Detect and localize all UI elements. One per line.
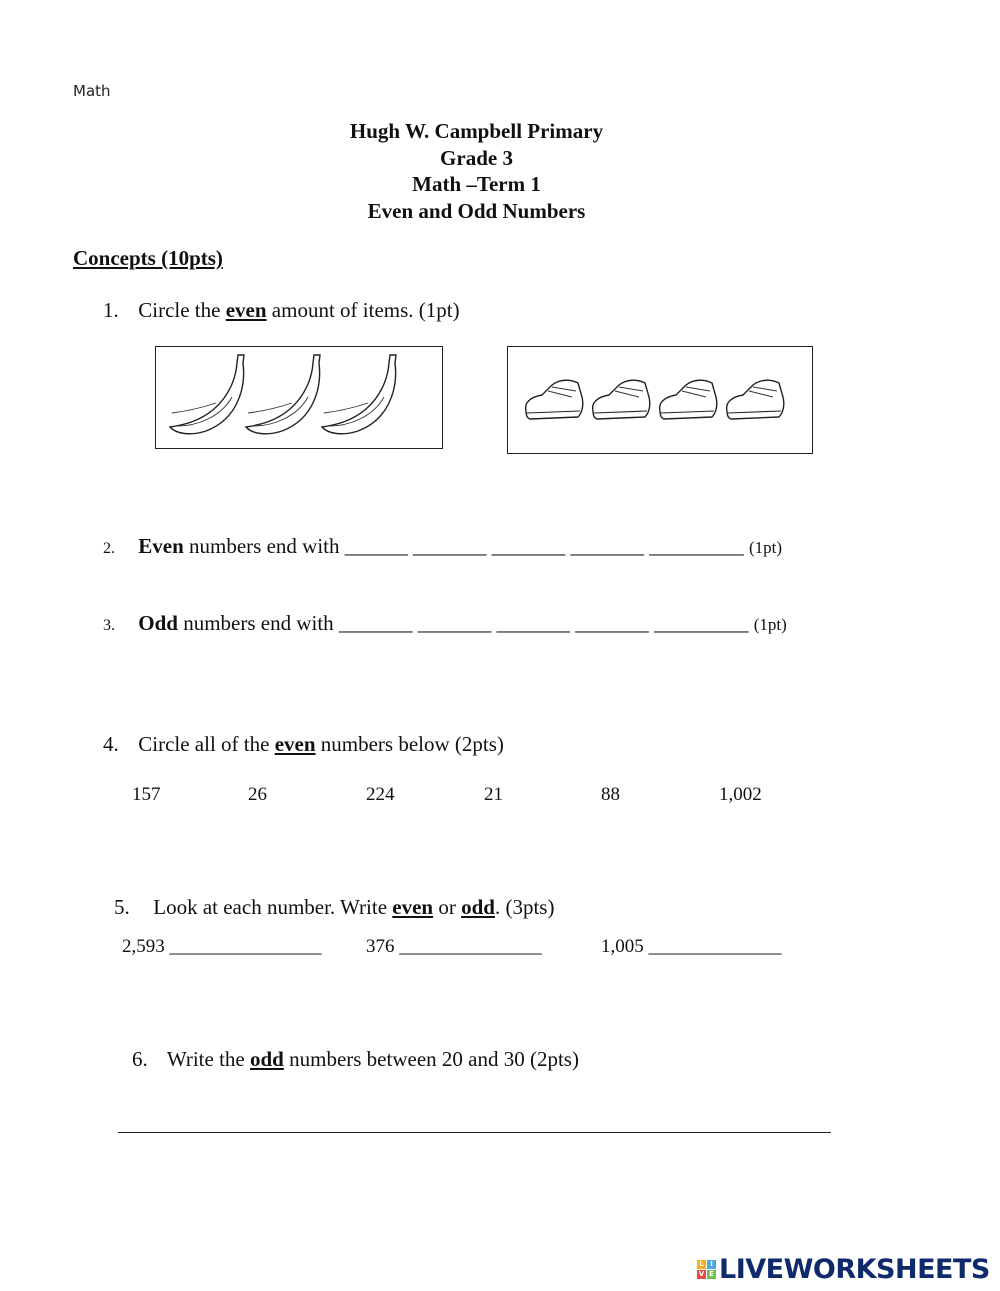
banana-box[interactable]	[155, 346, 443, 449]
question-2	[103, 534, 782, 559]
number-choices	[0, 784, 1000, 808]
question-text: amount of items. (1pt)	[271, 298, 460, 322]
question-text: Look at each number. Write	[153, 895, 388, 919]
answer-blank[interactable]: _______________	[399, 936, 542, 957]
number-choice[interactable]: 88	[601, 784, 620, 805]
answer-blank[interactable]: _______	[575, 611, 649, 635]
question-text: numbers between 20 and 30 (2pts)	[289, 1047, 579, 1071]
keyword: Odd	[138, 611, 178, 635]
banana-illustration	[156, 347, 442, 448]
question-text: . (3pts)	[494, 895, 555, 919]
number-choice[interactable]: 157	[132, 784, 161, 805]
points-label: (1pt)	[749, 538, 783, 557]
number-choice[interactable]: 26	[248, 784, 267, 805]
shoe-box[interactable]	[507, 346, 813, 454]
logo-block: L	[697, 1260, 706, 1269]
question-number: 1.	[103, 298, 119, 322]
question-text: or	[438, 895, 456, 919]
answer-item	[601, 936, 782, 958]
logo-text: LIVEWORKSHEETS	[719, 1253, 990, 1285]
shoe-icon	[660, 380, 717, 419]
answer-blank[interactable]: _______	[413, 534, 487, 558]
number-value: 376	[366, 936, 395, 957]
term-label: Math –Term 1	[412, 172, 541, 196]
answer-line[interactable]	[118, 1132, 831, 1133]
topic-label: Even and Odd Numbers	[367, 198, 586, 223]
answer-blank[interactable]: _________	[653, 611, 749, 635]
number-value: 1,005	[601, 936, 644, 957]
question-number: 4.	[103, 732, 119, 756]
question-number: 3.	[103, 617, 115, 634]
answer-blank[interactable]: _______	[417, 611, 492, 635]
answer-blank[interactable]: _________	[649, 534, 744, 558]
question-6	[132, 1047, 579, 1072]
number-choice[interactable]: 1,002	[719, 784, 762, 805]
grade-label: Grade 3	[440, 145, 513, 170]
answer-blank[interactable]: _______	[496, 611, 570, 635]
question-number: 5.	[114, 895, 130, 919]
school-name: Hugh W. Campbell Primary	[349, 119, 604, 143]
keyword: even	[392, 895, 434, 919]
keyword: odd	[461, 895, 495, 919]
shoe-icon	[526, 380, 583, 419]
answer-blank[interactable]: ______________	[648, 936, 782, 957]
question-3	[103, 611, 787, 636]
keyword: even	[225, 298, 267, 322]
banana-icon	[322, 355, 396, 434]
number-choice[interactable]: 21	[484, 784, 503, 805]
question-text: numbers end with	[189, 534, 340, 558]
logo-block: V	[698, 1269, 705, 1278]
answer-blank[interactable]: ________________	[169, 936, 322, 957]
question-5	[114, 895, 554, 920]
question-1	[103, 298, 460, 323]
shoe-icon	[727, 380, 784, 419]
question-text: Circle the	[138, 298, 221, 322]
question-4	[103, 732, 504, 757]
logo-blocks-icon	[697, 1260, 716, 1279]
subject-label: Math	[73, 82, 111, 100]
logo-block: E	[707, 1270, 716, 1279]
number-value: 2,593	[122, 936, 165, 957]
answer-item	[122, 936, 322, 958]
answer-item	[366, 936, 542, 958]
keyword: even	[274, 732, 316, 756]
worksheet-title	[0, 118, 953, 224]
question-text: numbers end with	[183, 611, 334, 635]
section-heading: Concepts (10pts)	[73, 246, 223, 270]
liveworksheets-logo	[697, 1252, 990, 1286]
question-number: 2.	[103, 540, 115, 557]
answer-blank[interactable]: _______	[491, 534, 566, 558]
answer-blank[interactable]: ______	[344, 534, 408, 558]
number-choice[interactable]: 224	[366, 784, 395, 805]
question-text: numbers below (2pts)	[320, 732, 504, 756]
banana-icon	[246, 355, 320, 434]
question-text: Circle all of the	[138, 732, 270, 756]
banana-icon	[170, 355, 244, 434]
points-label: (1pt)	[753, 615, 787, 634]
answer-blank[interactable]: _______	[570, 534, 644, 558]
question-number: 6.	[132, 1047, 148, 1071]
logo-block: I	[707, 1260, 716, 1269]
keyword: odd	[250, 1047, 284, 1071]
shoe-illustration	[508, 347, 812, 453]
shoe-icon	[593, 380, 650, 419]
keyword: Even	[138, 534, 184, 558]
answer-blank[interactable]: _______	[338, 611, 413, 635]
question-text: Write the	[166, 1047, 245, 1071]
